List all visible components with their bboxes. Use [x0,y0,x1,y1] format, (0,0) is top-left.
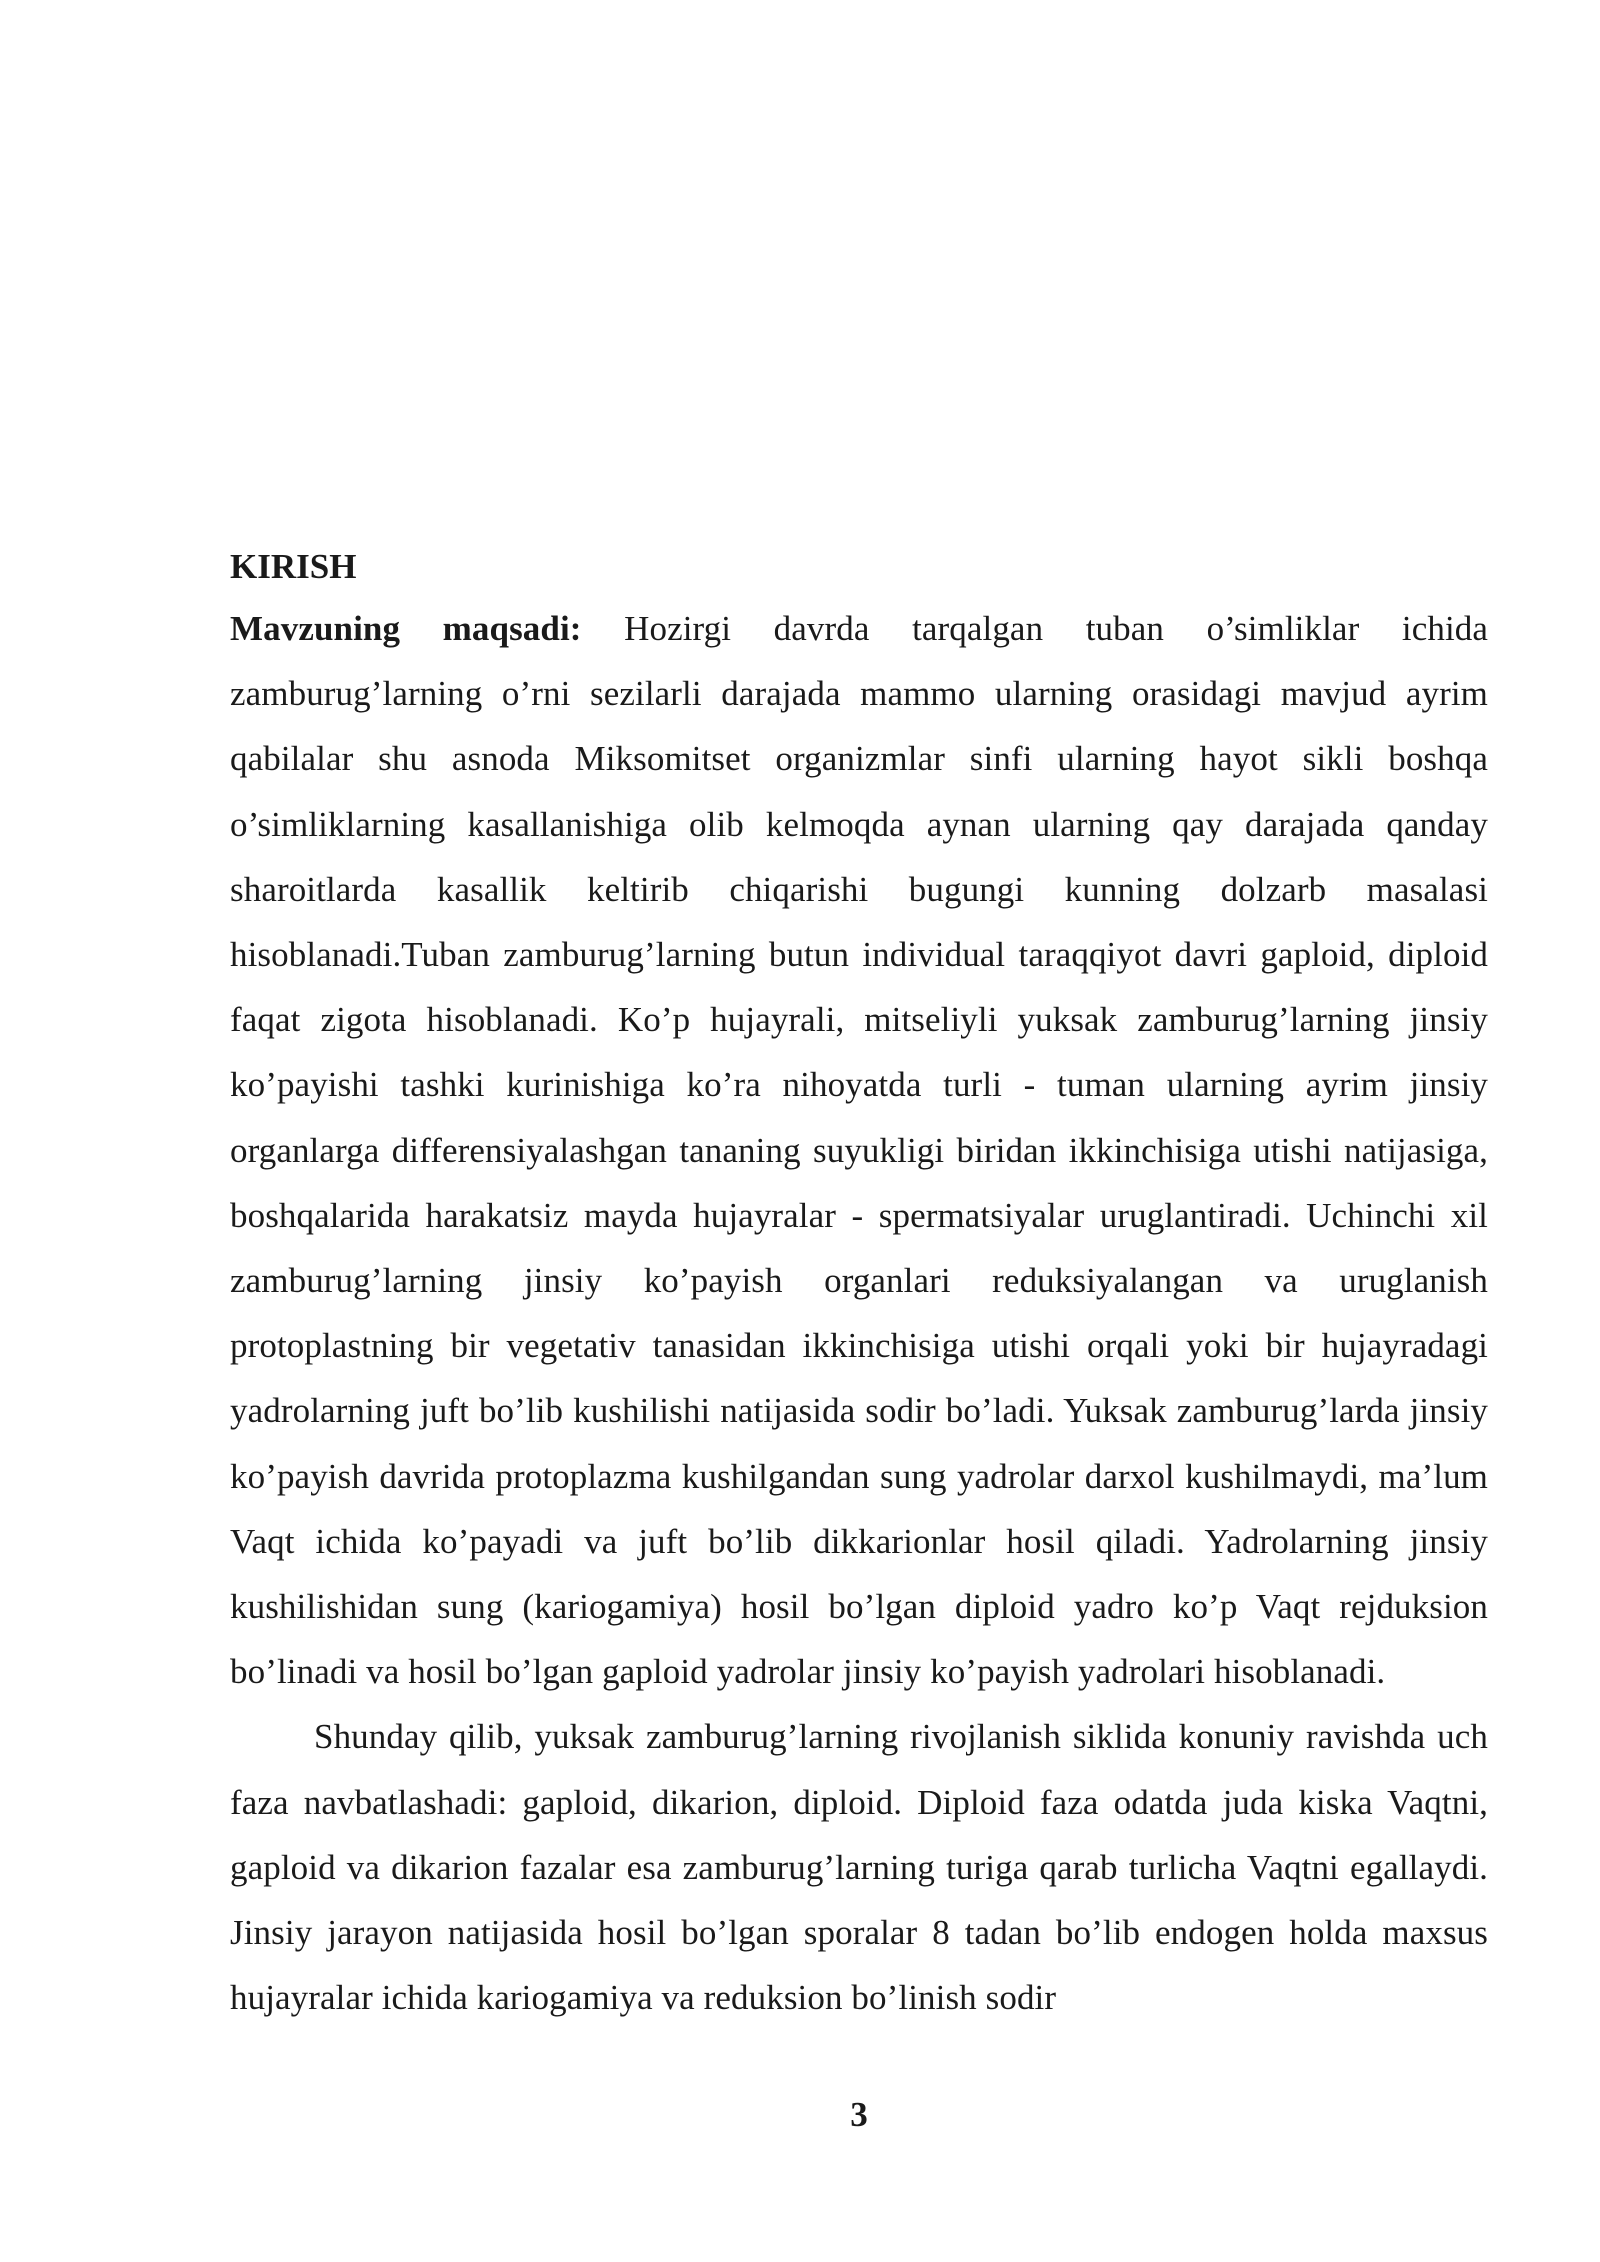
paragraph-intro [230,596,1488,1704]
paragraph-intro-text: Hozirgi davrda tarqalgan tuban o’simliklar ichida zamburug’larning o’rni sezilarli darajada mammo ularning orasidagi mavjud ayrim qabilalar shu asnoda Miksomitset organizmlar sinfi ularning hayot sikli boshqa o’simliklarning kasallanishiga olib kelmoqda aynan ularning qay darajada qanday sharoitlarda kasallik keltirib chiqarishi bugungi kunning dolzarb masalasi hisoblanadi.Tuban zamburug’larning butun individual taraqqiyot davri gaploid, diploid faqat zigota hisoblanadi. Ko’p hujayrali, mitseliyli yuksak zamburug’larning jinsiy ko’payishi tashki kurinishiga ko’ra nihoyatda turli - tuman ularning ayrim jinsiy organlarga differensiyalashgan tananing suyukligi biridan ikkinchisiga utishi natijasiga, boshqalarida harakatsiz mayda hujayralar - spermatsiyalar uruglantiradi. Uchinchi xil zamburug’larning jinsiy ko’payish organlari reduksiyalangan va uruglanish protoplastning bir vegetativ tanasidan ikkinchisiga utishi orqali yoki bir hujayradagi yadrolarning juft bo’lib kushilishi natijasida sodir bo’ladi. Yuksak zamburug’larda jinsiy ko’payish davrida protoplazma kushilgandan sung yadrolar darxol kushilmaydi, ma’lum Vaqt ichida ko’payadi va juft bo’lib dikkarionlar hosil qiladi. Yadrolarning jinsiy kushilishidan sung (kariogamiya) hosil bo’lgan diploid yadro ko’p Vaqt rejduksion bo’linadi va hosil bo’lgan gaploid yadrolar jinsiy ko’payish yadrolari hisoblanadi. [230,609,1489,1692]
lead-label: Mavzuning maqsadi: [230,609,582,648]
paragraph-second: Shunday qilib, yuksak zamburug’larning rivojlanish siklida konuniy ravishda uch faza navbatlashadi: gaploid, dikarion, diploid. Diploid faza odatda juda kiska Vaqtni, gaploid va dikarion fazalar esa zamburug’larning turiga qarab turlicha Vaqtni egallaydi. Jinsiy jarayon natijasida hosil bo’lgan sporalar 8 tadan bo’lib endogen holda maxsus hujayralar ichida kariogamiya va reduksion bo’linish sodir [230,1717,1488,2018]
section-heading: KIRISH [230,547,357,586]
page-content [230,538,1488,2030]
page-number: 3 [850,2095,868,2134]
